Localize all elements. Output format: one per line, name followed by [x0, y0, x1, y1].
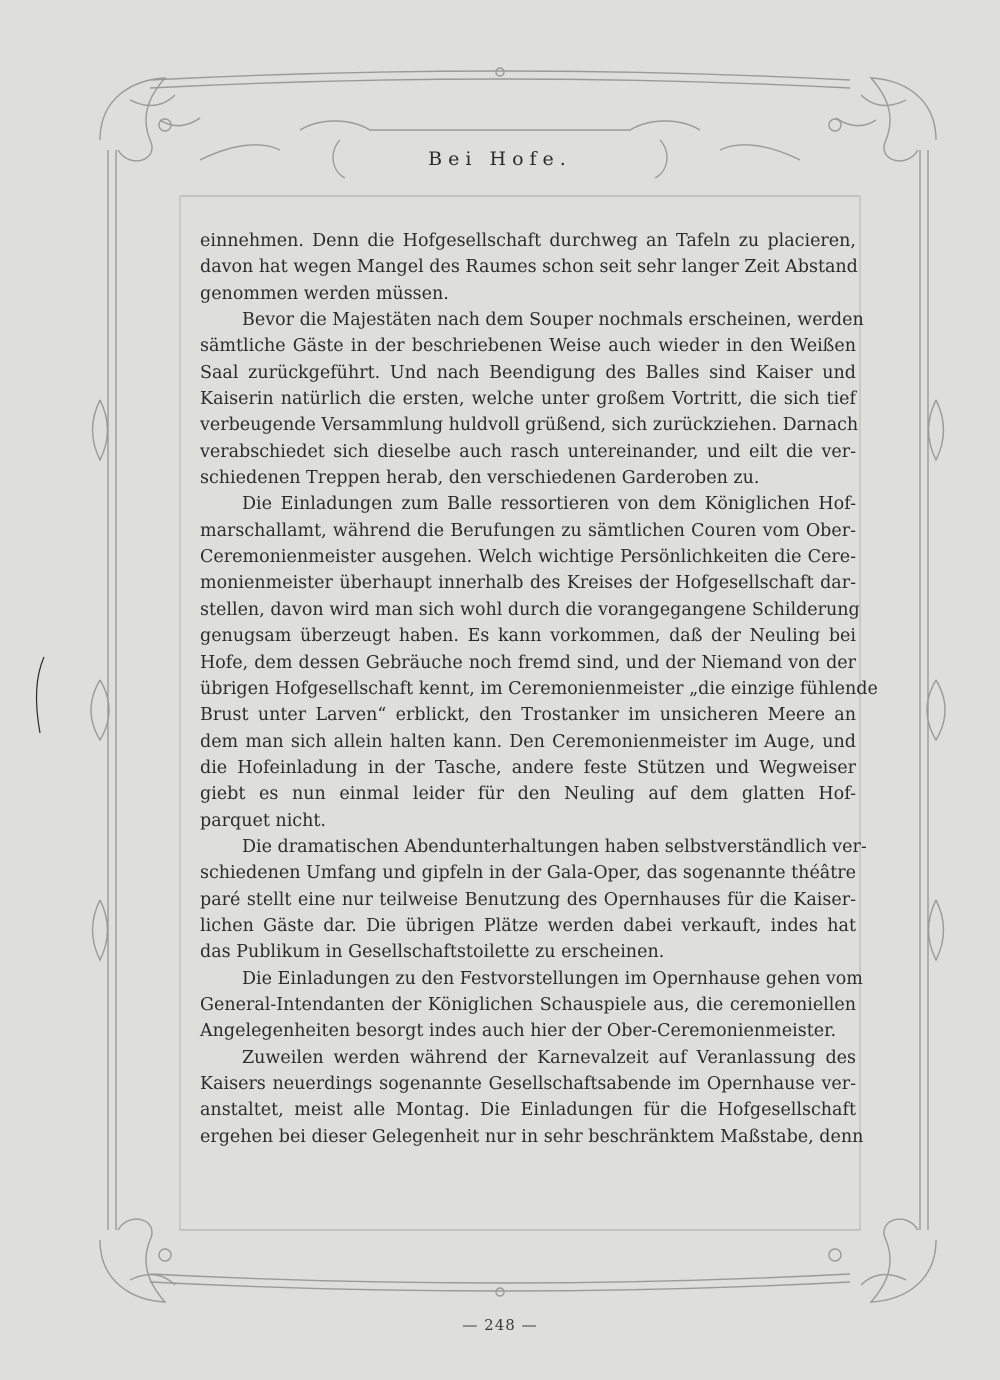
text-line: übrigen Hofgesellschaft kennt, im Ceremonienmeister „die einzige fühlende	[200, 678, 878, 699]
text-line: genugsam überzeugt haben. Es kann vorkommen, daß der Neuling bei	[200, 626, 856, 647]
text-line: Zuweilen werden während der Karnevalzeit auf Veranlassung des	[242, 1047, 856, 1068]
body-text	[200, 228, 878, 1150]
text-line: einnehmen. Denn die Hofgesellschaft durchweg an Tafeln zu placieren,	[200, 231, 856, 251]
text-line: ergehen bei dieser Gelegenheit nur in sehr beschränktem Maßstabe, denn	[200, 1126, 864, 1147]
text-line: paré stellt eine nur teilweise Benutzung des Opernhauses für die Kaiser-	[200, 889, 856, 910]
text-line: stellen, davon wird man sich wohl durch die vorangegangene Schilderung	[200, 599, 860, 620]
text-line: das Publikum in Gesellschaftstoilette zu erscheinen.	[200, 942, 665, 963]
text-line: General-Intendanten der Königlichen Schauspiele aus, die ceremoniellen	[200, 994, 856, 1015]
text-line: schiedenen Treppen herab, den verschiedenen Garderoben zu.	[200, 468, 760, 489]
text-line: Bevor die Majestäten nach dem Souper nochmals erscheinen, werden	[242, 310, 864, 331]
text-line: Angelegenheiten besorgt indes auch hier der Ober-Ceremonienmeister.	[200, 1021, 837, 1042]
text-line: parquet nicht.	[200, 810, 326, 831]
text-line: Kaisers neuerdings sogenannte Gesellschaftsabende im Opernhause ver-	[200, 1074, 856, 1094]
text-line: giebt es nun einmal leider für den Neuling auf dem glatten Hof-	[200, 784, 856, 805]
text-line: dem man sich allein halten kann. Den Ceremonienmeister im Auge, und	[200, 731, 856, 752]
text-line: lichen Gäste dar. Die übrigen Plätze werden dabei verkauft, indes hat	[200, 915, 856, 936]
text-line: anstaltet, meist alle Montag. Die Einladungen für die Hofgesellschaft	[200, 1100, 856, 1121]
text-line: genommen werden müssen.	[200, 283, 449, 304]
text-line: monienmeister überhaupt innerhalb des Kreises der Hofgesellschaft dar-	[200, 573, 856, 594]
text-line: schiedenen Umfang und gipfeln in der Gala-Oper, das sogenannte théâtre	[200, 863, 856, 884]
page-number: — 248 —	[462, 1316, 538, 1334]
text-line: davon hat wegen Mangel des Raumes schon seit sehr langer Zeit Abstand	[200, 257, 858, 278]
text-line: Ceremonienmeister ausgehen. Welch wichtige Persönlichkeiten die Cere-	[200, 547, 856, 568]
text-line: verbeugende Versammlung huldvoll grüßend, sich zurückziehen. Darnach	[200, 415, 859, 436]
pencil-margin-mark	[30, 655, 50, 735]
text-line: marschallamt, während die Berufungen zu sämtlichen Couren vom Ober-	[200, 520, 856, 541]
text-line: Kaiserin natürlich die ersten, welche unter großem Vortritt, die sich tief	[200, 389, 856, 410]
text-line: Saal zurückgeführt. Und nach Beendigung des Balles sind Kaiser und	[200, 362, 856, 383]
text-line: Die Einladungen zu den Festvorstellungen im Opernhause gehen vom	[242, 968, 863, 989]
text-line: verabschiedet sich dieselbe auch rasch untereinander, und eilt die ver-	[200, 441, 856, 462]
text-line: Hofe, dem dessen Gebräuche noch fremd sind, und der Niemand von der	[200, 652, 856, 673]
text-line: Die dramatischen Abendunterhaltungen haben selbstverständlich ver-	[242, 836, 867, 857]
running-head: Bei Hofe.	[428, 148, 572, 170]
text-line: Die Einladungen zum Balle ressortieren von dem Königlichen Hof-	[242, 494, 856, 515]
text-line: Brust unter Larven“ erblickt, den Trostanker im unsicheren Meere an	[200, 705, 856, 726]
text-line: sämtliche Gäste in der beschriebenen Weise auch wieder in den Weißen	[200, 336, 856, 357]
text-line: die Hofeinladung in der Tasche, andere feste Stützen und Wegweiser	[200, 757, 856, 778]
